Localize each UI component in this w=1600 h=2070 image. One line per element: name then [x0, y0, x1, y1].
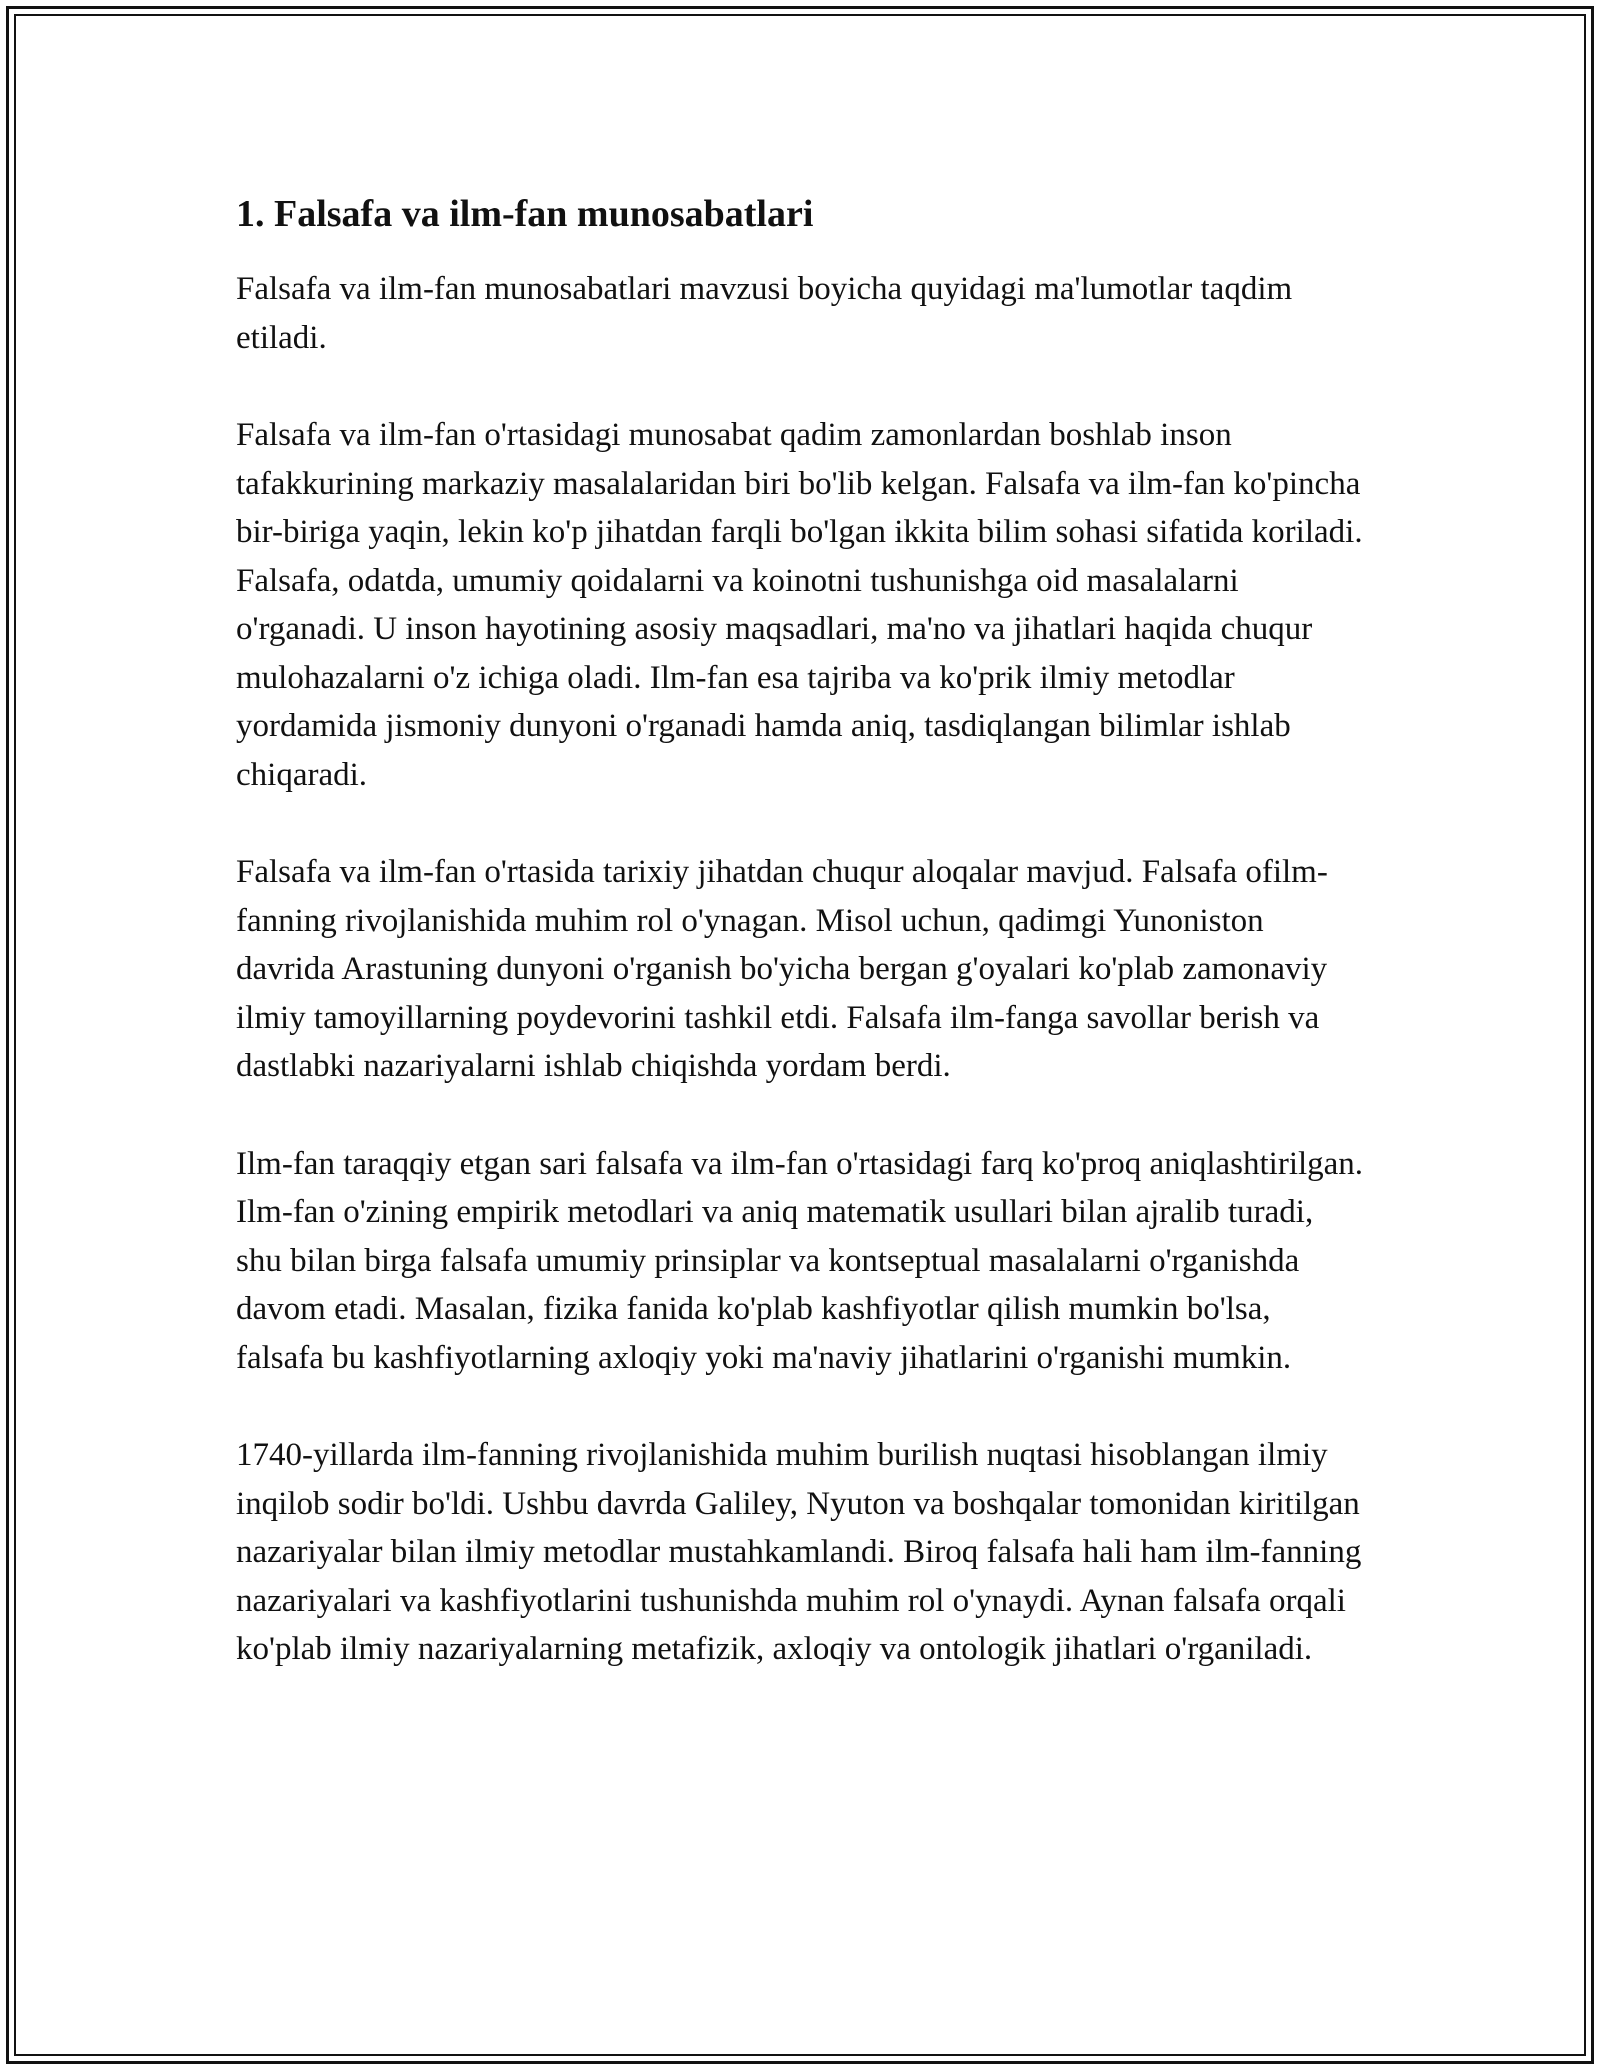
document-body	[236, 185, 1366, 1723]
paragraph-revolution: 1740-yillarda ilm-fanning rivojlanishida muhim burilish nuqtasi hisoblangan ilmiy inqilob sodir bo'ldi. Ushbu davrda Galiley, Nyuton va boshqalar tomonidan kiritilgan nazariyalar bilan ilmiy metodlar mustahkamlandi. Biroq falsafa hali ham ilm-fanning nazariyalari va kashfiyotlarini tushunishda muhim rol o'ynaydi. Aynan falsafa orqali ko'plab ilmiy nazariyalarning metafizik, axloqiy va ontologik jihatlari o'rganiladi.	[236, 1437, 1362, 1667]
paragraph-history: Falsafa va ilm-fan o'rtasida tarixiy jihatdan chuqur aloqalar mavjud. Falsafa ofilm-fanning rivojlanishida muhim rol o'ynagan. Misol uchun, qadimgi Yunoniston davrida Arastuning dunyoni o'rganish bo'yicha bergan g'oyalari ko'plab zamonaviy ilmiy tamoyillarning poydevorini tashkil etdi. Falsafa ilm-fanga savollar berish va dastlabki nazariyalarni ishlab chiqishda yordam berdi.	[236, 854, 1328, 1084]
paragraph-relationship: Falsafa va ilm-fan o'rtasidagi munosabat qadim zamonlardan boshlab inson tafakkurining markaziy masalalaridan biri bo'lib kelgan. Falsafa va ilm-fan ko'pincha bir-biriga yaqin, lekin ko'p jihatdan farqli bo'lgan ikkita bilim sohasi sifatida koriladi. Falsafa, odatda, umumiy qoidalarni va koinotni tushunishga oid masalalarni o'rganadi. U inson hayotining asosiy maqsadlari, ma'no va jihatlari haqida chuqur mulohazalarni o'z ichiga oladi. Ilm-fan esa tajriba va ko'prik ilmiy metodlar yordamida jismoniy dunyoni o'rganadi hamda aniq, tasdiqlangan bilimlar ishlab chiqaradi.	[236, 417, 1363, 793]
paragraph-intro: Falsafa va ilm-fan munosabatlari mavzusi boyicha quyidagi ma'lumotlar taqdim etiladi.	[236, 271, 1293, 356]
paragraph-distinction: Ilm-fan taraqqiy etgan sari falsafa va ilm-fan o'rtasidagi farq ko'proq aniqlashtirilgan. Ilm-fan o'zining empirik metodlari va aniq matematik usullari bilan ajralib turadi, shu bilan birga falsafa umumiy prinsiplar va kontseptual masalalarni o'rganishda davom etadi. Masalan, fizika fanida ko'plab kashfiyotlar qilish mumkin bo'lsa, falsafa bu kashfiyotlarning axloqiy yoki ma'naviy jihatlarini o'rganishi mumkin.	[236, 1145, 1364, 1376]
section-heading: 1. Falsafa va ilm-fan munosabatlari	[236, 193, 814, 235]
